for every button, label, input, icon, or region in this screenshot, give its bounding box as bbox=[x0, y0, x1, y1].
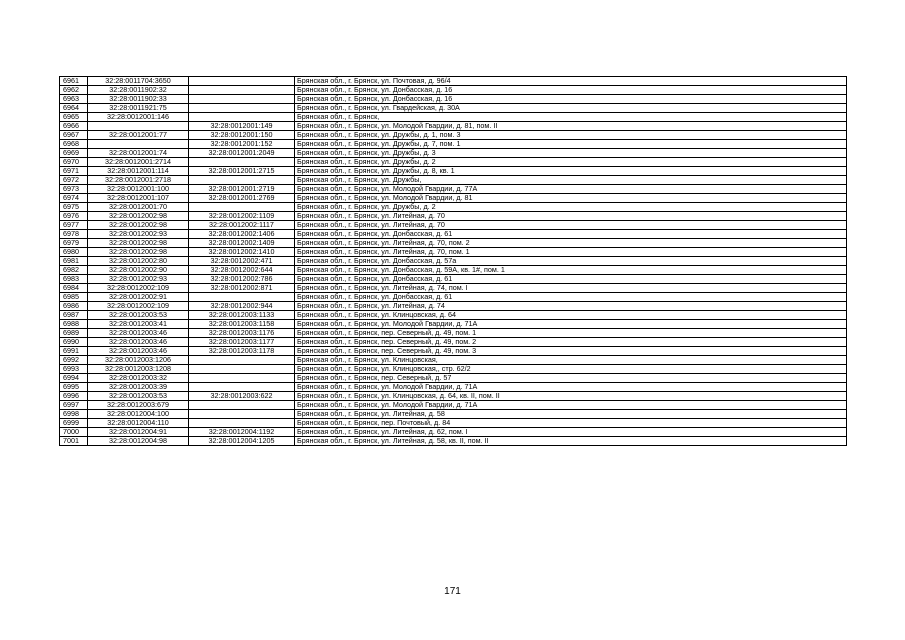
table-row bbox=[60, 329, 847, 338]
address-cell: Брянская обл., г. Брянск, ул. Литейная, д. 70 bbox=[295, 221, 847, 230]
address-cell: Брянская обл., г. Брянск, ул. Дружбы, д. 2 bbox=[295, 203, 847, 212]
table-row bbox=[60, 230, 847, 239]
table-row bbox=[60, 167, 847, 176]
cadastral-number-object bbox=[189, 176, 295, 185]
address-cell: Брянская обл., г. Брянск, пер. Почтовый, д. 84 bbox=[295, 419, 847, 428]
cadastral-number-object bbox=[189, 86, 295, 95]
cadastral-number-parcel: 32:28:0012003:679 bbox=[88, 401, 189, 410]
table-row bbox=[60, 320, 847, 329]
table-row bbox=[60, 248, 847, 257]
table-row bbox=[60, 356, 847, 365]
cadastral-number-object bbox=[189, 383, 295, 392]
row-number: 6992 bbox=[60, 356, 88, 365]
cadastral-number-object: 32:28:0012002:786 bbox=[189, 275, 295, 284]
address-cell: Брянская обл., г. Брянск, ул. Дружбы, д. 8, кв. 1 bbox=[295, 167, 847, 176]
cadastral-number-parcel: 32:28:0011902:32 bbox=[88, 86, 189, 95]
row-number: 6994 bbox=[60, 374, 88, 383]
cadastral-number-parcel: 32:28:0012002:93 bbox=[88, 275, 189, 284]
cadastral-number-parcel: 32:28:0011704:3650 bbox=[88, 77, 189, 86]
address-cell: Брянская обл., г. Брянск, ул. Литейная, д. 74, пом. I bbox=[295, 284, 847, 293]
cadastral-number-object: 32:28:0012001:152 bbox=[189, 140, 295, 149]
cadastral-number-parcel: 32:28:0012002:109 bbox=[88, 284, 189, 293]
row-number: 6972 bbox=[60, 176, 88, 185]
cadastral-number-parcel: 32:28:0012004:98 bbox=[88, 437, 189, 446]
cadastral-number-parcel: 32:28:0012002:98 bbox=[88, 212, 189, 221]
table-row bbox=[60, 86, 847, 95]
row-number: 6991 bbox=[60, 347, 88, 356]
row-number: 6964 bbox=[60, 104, 88, 113]
address-cell: Брянская обл., г. Брянск, ул. Донбасская, д. 16 bbox=[295, 86, 847, 95]
table-row bbox=[60, 311, 847, 320]
address-cell: Брянская обл., г. Брянск, ул. Клинцовская, д. 64 bbox=[295, 311, 847, 320]
cadastral-number-object bbox=[189, 365, 295, 374]
table-row bbox=[60, 293, 847, 302]
cadastral-number-parcel: 32:28:0012004:91 bbox=[88, 428, 189, 437]
table-row bbox=[60, 302, 847, 311]
row-number: 6995 bbox=[60, 383, 88, 392]
table-row bbox=[60, 347, 847, 356]
table-row bbox=[60, 374, 847, 383]
address-cell: Брянская обл., г. Брянск, ул. Донбасская, д. 61 bbox=[295, 230, 847, 239]
cadastral-number-parcel: 32:28:0012001:74 bbox=[88, 149, 189, 158]
address-cell: Брянская обл., г. Брянск, ул. Клинцовская,, стр. 62/2 bbox=[295, 365, 847, 374]
row-number: 6983 bbox=[60, 275, 88, 284]
address-cell: Брянская обл., г. Брянск, ул. Литейная, д. 70, пом. 1 bbox=[295, 248, 847, 257]
cadastral-number-parcel bbox=[88, 140, 189, 149]
cadastral-number-object: 32:28:0012003:1133 bbox=[189, 311, 295, 320]
cadastral-number-object: 32:28:0012004:1205 bbox=[189, 437, 295, 446]
row-number: 6985 bbox=[60, 293, 88, 302]
table-row bbox=[60, 77, 847, 86]
address-cell: Брянская обл., г. Брянск, ул. Клинцовская, bbox=[295, 356, 847, 365]
table-row bbox=[60, 365, 847, 374]
row-number: 6981 bbox=[60, 257, 88, 266]
table-row bbox=[60, 113, 847, 122]
address-cell: Брянская обл., г. Брянск, ул. Донбасская, д. 61 bbox=[295, 293, 847, 302]
cadastral-number-parcel bbox=[88, 122, 189, 131]
row-number: 7001 bbox=[60, 437, 88, 446]
cadastral-number-parcel: 32:28:0012001:77 bbox=[88, 131, 189, 140]
table-row bbox=[60, 392, 847, 401]
cadastral-number-object: 32:28:0012001:2715 bbox=[189, 167, 295, 176]
row-number: 6997 bbox=[60, 401, 88, 410]
table-row bbox=[60, 428, 847, 437]
cadastral-number-parcel: 32:28:0012003:53 bbox=[88, 392, 189, 401]
cadastral-number-object: 32:28:0012003:1176 bbox=[189, 329, 295, 338]
cadastral-number-parcel: 32:28:0012002:93 bbox=[88, 230, 189, 239]
row-number: 6975 bbox=[60, 203, 88, 212]
row-number: 6989 bbox=[60, 329, 88, 338]
table-row bbox=[60, 140, 847, 149]
row-number: 6961 bbox=[60, 77, 88, 86]
cadastral-number-object bbox=[189, 374, 295, 383]
table-row bbox=[60, 437, 847, 446]
cadastral-number-parcel: 32:28:0011921:75 bbox=[88, 104, 189, 113]
cadastral-number-object: 32:28:0012001:2049 bbox=[189, 149, 295, 158]
cadastral-number-parcel: 32:28:0012001:107 bbox=[88, 194, 189, 203]
row-number: 6993 bbox=[60, 365, 88, 374]
row-number: 6970 bbox=[60, 158, 88, 167]
address-cell: Брянская обл., г. Брянск, пер. Северный, д. 49, пом. 3 bbox=[295, 347, 847, 356]
cadastral-number-object bbox=[189, 356, 295, 365]
cadastral-number-parcel: 32:28:0012002:80 bbox=[88, 257, 189, 266]
cadastral-number-parcel: 32:28:0012002:90 bbox=[88, 266, 189, 275]
cadastral-number-parcel: 32:28:0012003:32 bbox=[88, 374, 189, 383]
address-cell: Брянская обл., г. Брянск, ул. Дружбы, bbox=[295, 176, 847, 185]
address-cell: Брянская обл., г. Брянск, ул. Литейная, д. 70 bbox=[295, 212, 847, 221]
address-cell: Брянская обл., г. Брянск, ул. Дружбы, д. 1, пом. 3 bbox=[295, 131, 847, 140]
address-cell: Брянская обл., г. Брянск, ул. Донбасская, д. 57а bbox=[295, 257, 847, 266]
cadastral-number-parcel: 32:28:0012004:100 bbox=[88, 410, 189, 419]
table-row bbox=[60, 122, 847, 131]
table-row bbox=[60, 401, 847, 410]
cadastral-number-object: 32:28:0012002:1410 bbox=[189, 248, 295, 257]
table-row bbox=[60, 221, 847, 230]
row-number: 6976 bbox=[60, 212, 88, 221]
table-row bbox=[60, 338, 847, 347]
cadastral-number-object bbox=[189, 410, 295, 419]
cadastral-number-object: 32:28:0012003:1178 bbox=[189, 347, 295, 356]
row-number: 6999 bbox=[60, 419, 88, 428]
table-row bbox=[60, 185, 847, 194]
cadastral-number-object bbox=[189, 95, 295, 104]
row-number: 6990 bbox=[60, 338, 88, 347]
cadastral-number-parcel: 32:28:0012001:2714 bbox=[88, 158, 189, 167]
row-number: 6962 bbox=[60, 86, 88, 95]
cadastral-number-object: 32:28:0012002:871 bbox=[189, 284, 295, 293]
cadastral-number-parcel: 32:28:0012003:39 bbox=[88, 383, 189, 392]
page-number: 171 bbox=[444, 586, 461, 597]
table-row bbox=[60, 257, 847, 266]
address-cell: Брянская обл., г. Брянск, пер. Северный, д. 49, пом. 1 bbox=[295, 329, 847, 338]
row-number: 6977 bbox=[60, 221, 88, 230]
cadastral-number-parcel: 32:28:0012002:98 bbox=[88, 239, 189, 248]
cadastral-number-parcel: 32:28:0012001:146 bbox=[88, 113, 189, 122]
cadastral-number-parcel: 32:28:0012002:109 bbox=[88, 302, 189, 311]
cadastral-number-object bbox=[189, 104, 295, 113]
cadastral-number-object: 32:28:0012002:1409 bbox=[189, 239, 295, 248]
cadastral-number-object bbox=[189, 293, 295, 302]
cadastral-number-parcel: 32:28:0012002:91 bbox=[88, 293, 189, 302]
table-row bbox=[60, 239, 847, 248]
cadastral-number-object: 32:28:0012002:944 bbox=[189, 302, 295, 311]
address-cell: Брянская обл., г. Брянск, ул. Литейная, д. 74 bbox=[295, 302, 847, 311]
address-cell: Брянская обл., г. Брянск, ул. Молодой Гвардии, д. 71А bbox=[295, 320, 847, 329]
row-number: 6979 bbox=[60, 239, 88, 248]
table-row bbox=[60, 176, 847, 185]
cadastral-number-parcel: 32:28:0012001:70 bbox=[88, 203, 189, 212]
table-row bbox=[60, 104, 847, 113]
cadastral-number-object: 32:28:0012003:1158 bbox=[189, 320, 295, 329]
address-cell: Брянская обл., г. Брянск, ул. Дружбы, д. 7, пом. 1 bbox=[295, 140, 847, 149]
registry-table bbox=[59, 76, 847, 446]
address-cell: Брянская обл., г. Брянск, ул. Гвардейская, д. 30А bbox=[295, 104, 847, 113]
row-number: 6968 bbox=[60, 140, 88, 149]
cadastral-number-object: 32:28:0012003:622 bbox=[189, 392, 295, 401]
row-number: 6969 bbox=[60, 149, 88, 158]
cadastral-number-parcel: 32:28:0012003:46 bbox=[88, 329, 189, 338]
address-cell: Брянская обл., г. Брянск, ул. Литейная, д. 70, пом. 2 bbox=[295, 239, 847, 248]
table-row bbox=[60, 158, 847, 167]
table-row bbox=[60, 284, 847, 293]
table-row bbox=[60, 131, 847, 140]
row-number: 7000 bbox=[60, 428, 88, 437]
cadastral-number-parcel: 32:28:0012002:98 bbox=[88, 248, 189, 257]
address-cell: Брянская обл., г. Брянск, ул. Литейная, д. 62, пом. I bbox=[295, 428, 847, 437]
address-cell: Брянская обл., г. Брянск, ул. Донбасская, д. 61 bbox=[295, 275, 847, 284]
table-row bbox=[60, 275, 847, 284]
address-cell: Брянская обл., г. Брянск, ул. Донбасская, д. 59А, кв. 1#, пом. 1 bbox=[295, 266, 847, 275]
address-cell: Брянская обл., г. Брянск, ул. Донбасская, д. 16 bbox=[295, 95, 847, 104]
address-cell: Брянская обл., г. Брянск, ул. Молодой Гвардии, д. 81, пом. II bbox=[295, 122, 847, 131]
cadastral-number-parcel: 32:28:0012003:41 bbox=[88, 320, 189, 329]
cadastral-number-object bbox=[189, 113, 295, 122]
cadastral-number-object: 32:28:0012001:150 bbox=[189, 131, 295, 140]
row-number: 6963 bbox=[60, 95, 88, 104]
cadastral-number-object bbox=[189, 203, 295, 212]
cadastral-number-object: 32:28:0012002:1109 bbox=[189, 212, 295, 221]
row-number: 6971 bbox=[60, 167, 88, 176]
cadastral-number-object: 32:28:0012001:149 bbox=[189, 122, 295, 131]
cadastral-number-parcel: 32:28:0012003:46 bbox=[88, 338, 189, 347]
cadastral-number-object bbox=[189, 77, 295, 86]
address-cell: Брянская обл., г. Брянск, ул. Клинцовская, д. 64, кв. II, пом. II bbox=[295, 392, 847, 401]
row-number: 6996 bbox=[60, 392, 88, 401]
cadastral-number-parcel: 32:28:0012002:98 bbox=[88, 221, 189, 230]
address-cell: Брянская обл., г. Брянск, ул. Молодой Гвардии, д. 71А bbox=[295, 401, 847, 410]
address-cell: Брянская обл., г. Брянск, ул. Литейная, д. 58 bbox=[295, 410, 847, 419]
row-number: 6984 bbox=[60, 284, 88, 293]
cadastral-number-parcel: 32:28:0012003:1208 bbox=[88, 365, 189, 374]
address-cell: Брянская обл., г. Брянск, ул. Молодой Гвардии, д. 77А bbox=[295, 185, 847, 194]
cadastral-number-parcel: 32:28:0012001:100 bbox=[88, 185, 189, 194]
row-number: 6978 bbox=[60, 230, 88, 239]
address-cell: Брянская обл., г. Брянск, пер. Северный, д. 49, пом. 2 bbox=[295, 338, 847, 347]
row-number: 6973 bbox=[60, 185, 88, 194]
table-row bbox=[60, 266, 847, 275]
row-number: 6974 bbox=[60, 194, 88, 203]
cadastral-number-object: 32:28:0012002:1406 bbox=[189, 230, 295, 239]
address-cell: Брянская обл., г. Брянск, ул. Почтовая, д. 96/4 bbox=[295, 77, 847, 86]
cadastral-number-parcel: 32:28:0012003:53 bbox=[88, 311, 189, 320]
cadastral-number-object: 32:28:0012002:644 bbox=[189, 266, 295, 275]
cadastral-number-parcel: 32:28:0012003:1206 bbox=[88, 356, 189, 365]
row-number: 6987 bbox=[60, 311, 88, 320]
cadastral-number-object: 32:28:0012003:1177 bbox=[189, 338, 295, 347]
cadastral-number-parcel: 32:28:0012001:114 bbox=[88, 167, 189, 176]
row-number: 6966 bbox=[60, 122, 88, 131]
row-number: 6967 bbox=[60, 131, 88, 140]
table-row bbox=[60, 194, 847, 203]
table-row bbox=[60, 149, 847, 158]
table-row bbox=[60, 95, 847, 104]
address-cell: Брянская обл., г. Брянск, ул. Дружбы, д. 2 bbox=[295, 158, 847, 167]
row-number: 6986 bbox=[60, 302, 88, 311]
address-cell: Брянская обл., г. Брянск, пер. Северный, д. 57 bbox=[295, 374, 847, 383]
table-row bbox=[60, 419, 847, 428]
registry-body bbox=[60, 77, 847, 446]
cadastral-number-parcel: 32:28:0011902:33 bbox=[88, 95, 189, 104]
row-number: 6980 bbox=[60, 248, 88, 257]
address-cell: Брянская обл., г. Брянск, ул. Литейная, д. 58, кв. II, пом. II bbox=[295, 437, 847, 446]
cadastral-number-object bbox=[189, 419, 295, 428]
table-row bbox=[60, 410, 847, 419]
address-cell: Брянская обл., г. Брянск, ул. Дружбы, д. 3 bbox=[295, 149, 847, 158]
address-cell: Брянская обл., г. Брянск, bbox=[295, 113, 847, 122]
row-number: 6982 bbox=[60, 266, 88, 275]
table-row bbox=[60, 203, 847, 212]
cadastral-number-object: 32:28:0012004:1192 bbox=[189, 428, 295, 437]
address-cell: Брянская обл., г. Брянск, ул. Молодой Гвардии, д. 71А bbox=[295, 383, 847, 392]
table-row bbox=[60, 212, 847, 221]
table-row bbox=[60, 383, 847, 392]
address-cell: Брянская обл., г. Брянск, ул. Молодой Гвардии, д. 81 bbox=[295, 194, 847, 203]
row-number: 6988 bbox=[60, 320, 88, 329]
cadastral-number-parcel: 32:28:0012003:46 bbox=[88, 347, 189, 356]
cadastral-number-object: 32:28:0012002:471 bbox=[189, 257, 295, 266]
row-number: 6965 bbox=[60, 113, 88, 122]
row-number: 6998 bbox=[60, 410, 88, 419]
cadastral-number-object bbox=[189, 158, 295, 167]
cadastral-number-object: 32:28:0012001:2719 bbox=[189, 185, 295, 194]
cadastral-number-parcel: 32:28:0012004:110 bbox=[88, 419, 189, 428]
cadastral-number-parcel: 32:28:0012001:2718 bbox=[88, 176, 189, 185]
cadastral-number-object: 32:28:0012001:2769 bbox=[189, 194, 295, 203]
cadastral-number-object bbox=[189, 401, 295, 410]
cadastral-number-object: 32:28:0012002:1117 bbox=[189, 221, 295, 230]
